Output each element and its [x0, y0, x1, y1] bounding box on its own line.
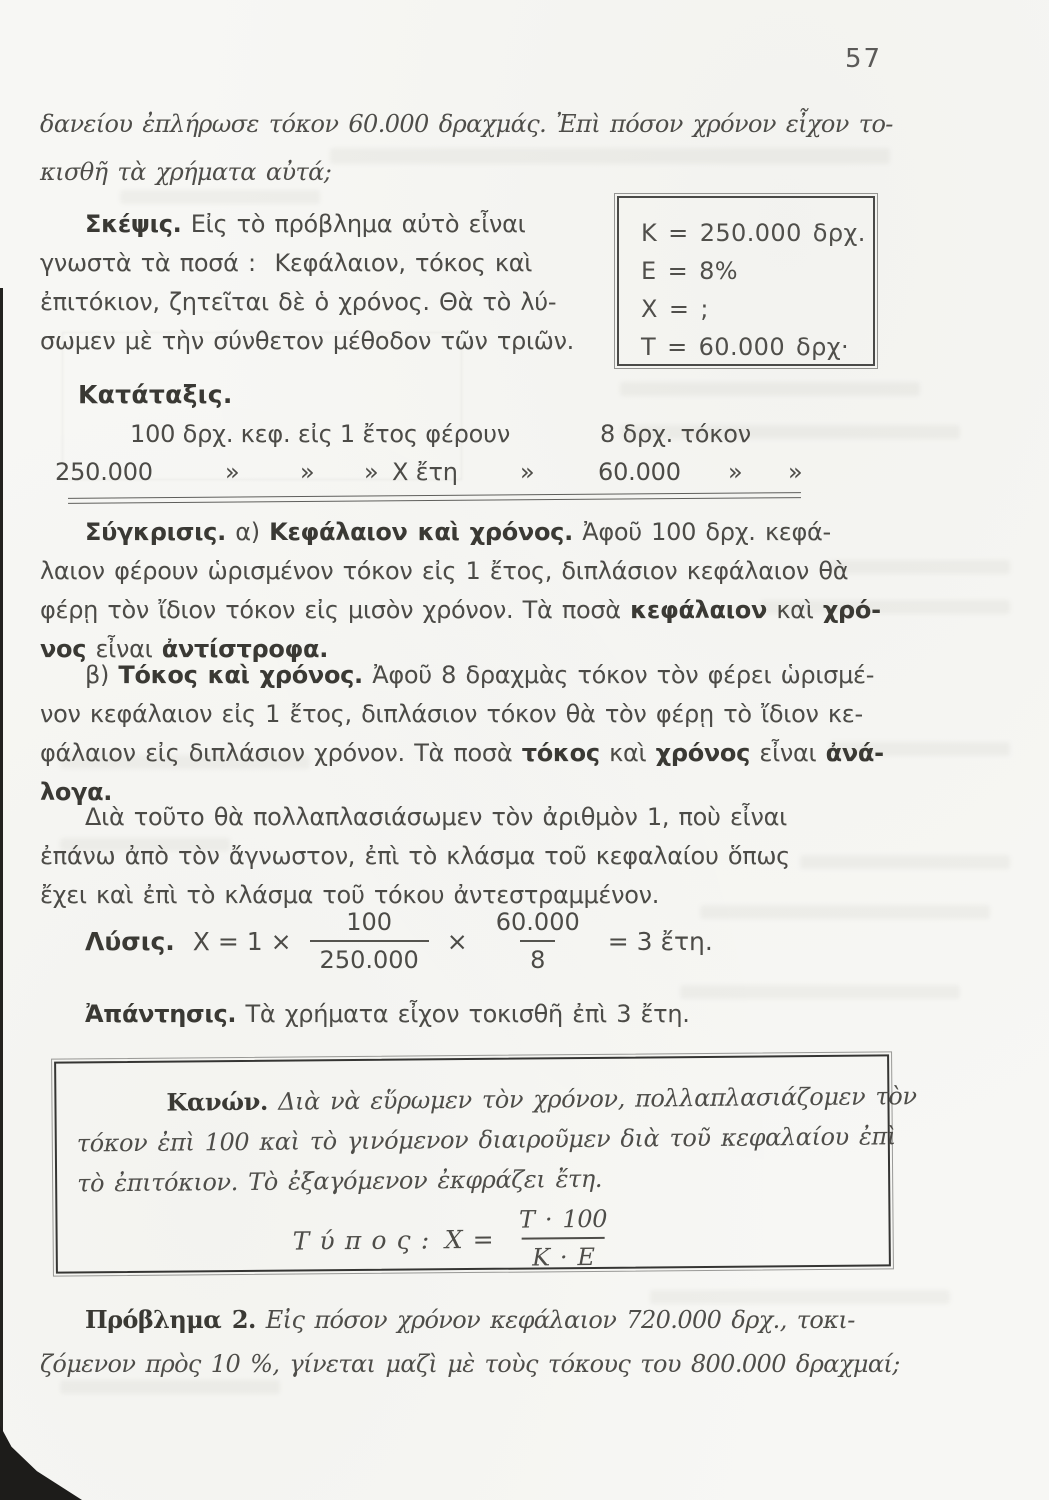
- arrangement-heading: Κατάταξις.: [78, 380, 233, 409]
- formula-row: [292, 1202, 889, 1273]
- table-cell: »: [300, 458, 315, 486]
- table-cell: 100 δρχ. κεφ. εἰς 1 ἔτος φέρουν: [130, 420, 511, 448]
- text-line: λαιον φέρουν ὡρισμένον τόκον εἰς 1 ἔτος, διπλάσιον κεφάλαιον θὰ: [40, 557, 849, 585]
- text-line: λογα.: [40, 778, 113, 806]
- table-cell: »: [728, 458, 743, 486]
- solution-label: Λύσις.: [85, 926, 175, 956]
- interest-time-paragraph: [40, 656, 884, 812]
- text-line: νον κεφάλαιον εἰς 1 ἔτος, διπλάσιον τόκον θὰ τὸν φέρῃ τὸ ἴδιον κε-: [40, 700, 863, 728]
- text-line: νος εἶναι ἀντίστροφα.: [40, 635, 329, 663]
- text-line: κισθῆ τὰ χρήματα αὐτά;: [40, 158, 332, 186]
- text-line: ἔχει καὶ ἐπὶ τὸ κλάσμα τοῦ τόκου ἀντεστραμμένον.: [40, 881, 660, 909]
- bleed-through-mark: [830, 560, 1010, 574]
- equation-result: = 3 ἔτη.: [607, 926, 713, 956]
- text-line: Πρόβλημα 2. Εἰς πόσον χρόνον κεφάλαιον 720.000 δρχ., τοκι-: [85, 1305, 855, 1334]
- page-number: 57: [845, 44, 883, 74]
- given-values-box: [617, 196, 875, 366]
- problem-2-paragraph: [40, 1298, 900, 1386]
- formula-lhs: X =: [444, 1224, 494, 1254]
- bleed-through-mark: [830, 742, 1010, 756]
- bleed-through-mark: [700, 905, 990, 919]
- text-line: δανείου ἐπλήρωσε τόκον 60.000 δραχμάς. Ἐπὶ πόσον χρόνον εἶχον το-: [40, 110, 893, 138]
- bleed-through-mark: [60, 838, 230, 851]
- text-line: Σύγκρισις. α) Κεφάλαιον καὶ χρόνος. Ἀφοῦ 100 δρχ. κεφά-: [85, 518, 831, 546]
- table-cell: »: [520, 458, 535, 486]
- method-paragraph: [40, 798, 790, 915]
- text-line: β) Τόκος καὶ χρόνος. Ἀφοῦ 8 δραχμὰς τόκον τὸν φέρει ὡρισμέ-: [85, 661, 875, 689]
- equation-lhs: Χ = 1 ×: [192, 926, 292, 956]
- text-line: σωμεν μὲ τὴν σύνθετον μέθοδον τῶν τριῶν.: [40, 327, 575, 355]
- text-line: τόκον ἐπὶ 100 καὶ τὸ γινόμενον διαιροῦμεν διὰ τοῦ κεφαλαίου ἐπὶ: [76, 1122, 896, 1158]
- solution-equation: [85, 908, 713, 974]
- bleed-through-mark: [120, 190, 320, 204]
- bleed-through-mark: [680, 985, 960, 999]
- bleed-through-mark: [620, 382, 920, 396]
- comparison-paragraph: [40, 513, 881, 669]
- text-line: ἐπιτόκιον, ζητεῖται δὲ ὁ χρόνος. Θὰ τὸ λύ-: [40, 288, 557, 316]
- bleed-through-mark: [60, 755, 310, 769]
- text-line: γνωστὰ τὰ ποσά : Κεφάλαιον, τόκος καὶ: [40, 249, 533, 277]
- scan-edge-left: [0, 288, 3, 1500]
- fraction-capital: $\frac{100}{250.000}$: [310, 908, 429, 974]
- table-cell: »: [364, 458, 379, 486]
- text-line: Διὰ τοῦτο θὰ πολλαπλασιάσωμεν τὸν ἀριθμὸν 1, ποὺ εἶναι: [85, 803, 787, 831]
- unknown-time: X = ;: [641, 295, 709, 323]
- table-cell: 8 δρχ. τόκον: [600, 420, 751, 448]
- bleed-through-mark: [800, 855, 1010, 869]
- text-line: φέρῃ τὸν ἴδιον τόκον εἰς μισὸν χρόνον. Τὰ ποσὰ κεφάλαιον καὶ χρό-: [40, 596, 881, 624]
- text-line: Κανών. Διὰ νὰ εὕρωμεν τὸν χρόνον, πολλαπλασιάζομεν τὸν: [166, 1082, 917, 1117]
- table-cell: 250.000: [55, 458, 153, 486]
- horizontal-rule: [68, 492, 801, 504]
- given-rate: E = 8%: [641, 257, 739, 285]
- bleed-through-mark: [330, 148, 890, 164]
- text-line: φάλαιον εἰς διπλάσιον χρόνον. Τὰ ποσὰ τόκος καὶ χρόνος εἶναι ἀνά-: [40, 739, 884, 767]
- formula-label: Τ ύ π ο ς :: [292, 1224, 429, 1256]
- bleed-through-mark: [60, 1380, 280, 1394]
- scan-corner-shadow: [0, 1424, 82, 1500]
- given-interest: T = 60.000 δρχ·: [641, 333, 850, 361]
- text-line: Ἀπάντησις. Τὰ χρήματα εἶχον τοκισθῆ ἐπὶ 3 ἔτη.: [85, 1000, 690, 1028]
- rule-box: [54, 1054, 917, 1273]
- times-sign: ×: [446, 926, 468, 956]
- bleed-through-mark: [760, 600, 1010, 614]
- fraction-interest: $\frac{60.000}{8}$: [495, 908, 580, 974]
- text-line: τὸ ἐπιτόκιον. Τὸ ἐξαγόμενον ἐκφράζει ἔτη.: [77, 1164, 603, 1198]
- bleed-through-box: [62, 332, 462, 480]
- answer-paragraph: [40, 995, 690, 1034]
- bleed-through-mark: [650, 1290, 950, 1304]
- text-line: ἐπάνω ἀπὸ τὸν ἄγνωστον, ἐπὶ τὸ κλάσμα τοῦ κεφαλαίου ὅπως: [40, 842, 790, 870]
- bleed-through-mark: [620, 425, 960, 439]
- given-capital: K = 250.000 δρχ.: [641, 219, 866, 247]
- table-cell: 60.000: [598, 458, 681, 486]
- text-line: Σκέψις. Εἰς τὸ πρόβλημα αὐτὸ εἶναι: [85, 210, 526, 238]
- table-cell: »: [788, 458, 803, 486]
- text-line: ζόμενον πρὸς 10 %, γίνεται μαζὶ μὲ τοὺς τόκους του 800.000 δραχμαί;: [40, 1350, 900, 1378]
- table-cell: Χ ἔτη: [392, 458, 458, 486]
- table-cell: »: [225, 458, 240, 486]
- formula-fraction: $\frac{T \cdot 100}{K \cdot E}$: [518, 1204, 608, 1272]
